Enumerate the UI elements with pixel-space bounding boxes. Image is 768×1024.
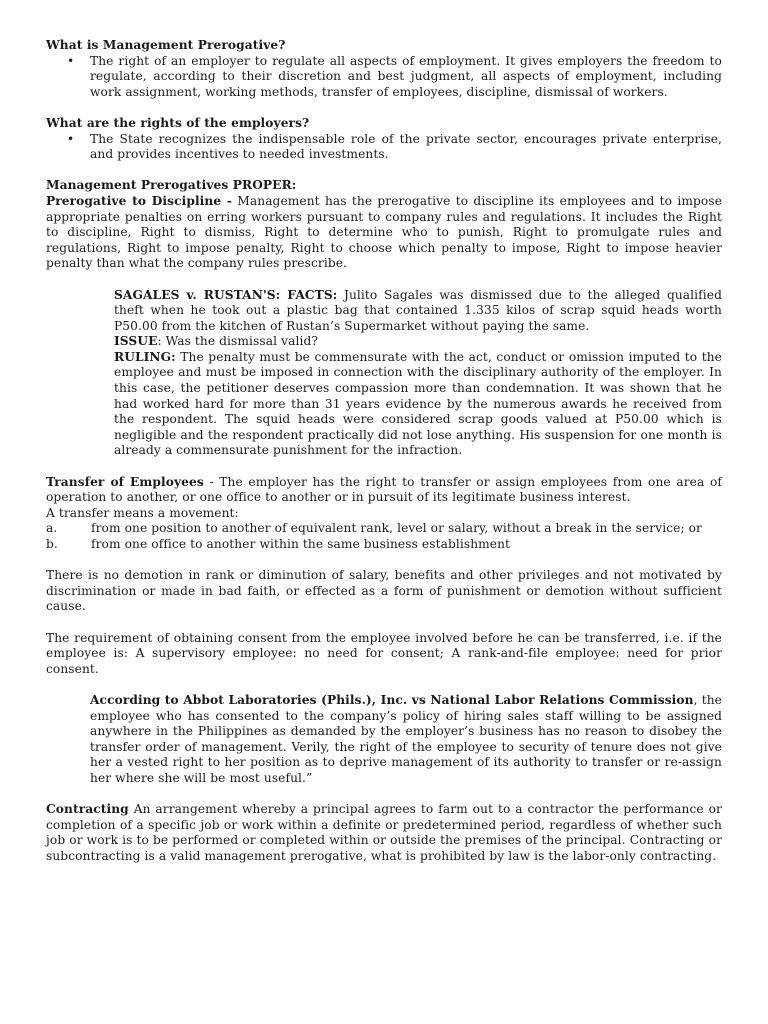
- bullet-glyph: •: [67, 131, 75, 146]
- case-issue: [114, 334, 722, 350]
- list-item-a: [46, 521, 722, 537]
- facts-text: Julito Sagales was dismissed due to the alleged qualified theft when he took out a plastic bag that contained 1.335 kilos of scrap squid heads worth P50.00 from the kitchen of Rustan’s Supermarket without paying the same.: [114, 287, 722, 333]
- paragraph-no-demotion: There is no demotion in rank or diminution of salary, benefits and other privileges and not motivated by discrimination or made in bad faith, or effected as a form of punishment or demotion without sufficient cause.: [46, 568, 722, 614]
- movement-intro: A transfer means a movement:: [46, 505, 239, 520]
- abbot-text: , the employee who has consented to the company’s policy of hiring sales staff willing to be assigned anywhere in the Philippines as demanded by the employer’s business has no reason to disobey the transfer order of management. Verily, the right of the employee to security of tenure does not give her a vested right to her position as to deprive management of its authority to transfer or re-assign her where she will be most useful.”: [90, 692, 722, 785]
- discipline-label: Prerogative to Discipline -: [46, 193, 233, 208]
- bullet-glyph: •: [67, 53, 75, 68]
- bullet-text: The State recognizes the indispensable role of the private sector, encourages private enterprise, and provides incentives to needed investments.: [90, 131, 722, 162]
- heading-management-prerogative: What is Management Prerogative?: [46, 38, 286, 52]
- ruling-text: The penalty must be commensurate with the act, conduct or omission imputed to the employee and must be imposed in connection with the disciplinary authority of the employer. In this case, the petitioner deserves compassion more than condemnation. It was shown that he had worked hard for more than 31 years evidence by the numerous awards he received from the respondent. The squid heads were considered scrap goods valued at P50.00 which is negligible and the respondent practically did not lose anything. His suspension for one month is already a commensurate punishment for the infraction.: [114, 349, 722, 458]
- case-ruling: [114, 350, 722, 459]
- paragraph-contracting: [46, 802, 722, 864]
- heading-prerogatives-proper: Management Prerogatives PROPER:: [46, 178, 297, 193]
- heading-rights-of-employers: What are the rights of the employers?: [46, 115, 310, 130]
- item-a-text: from one position to another of equivalent rank, level or salary, without a break in the service; or: [91, 521, 702, 536]
- contracting-label: Contracting: [46, 802, 129, 817]
- item-a-marker: a.: [46, 521, 58, 536]
- facts-label: SAGALES v. RUSTAN'S: FACTS:: [114, 287, 338, 302]
- issue-label: ISSUE: [114, 334, 158, 349]
- case-sagales: [114, 288, 722, 460]
- paragraph-consent: The requirement of obtaining consent from the employee involved before he can be transferred, i.e. if the employee is: A supervisory employee: no need for consent; A rank-and-file employee: need for prior consent.: [46, 630, 722, 676]
- paragraph-discipline: [46, 194, 722, 272]
- ruling-label: RULING:: [114, 349, 176, 364]
- paragraph-transfer: [46, 475, 722, 506]
- transfer-label: Transfer of Employees: [46, 474, 204, 489]
- bullet-text: The right of an employer to regulate all aspects of employment. It gives employers the freedom to regulate, according to their discretion and best judgment, all aspects of employment, including work assignment, working methods, transfer of employees, discipline, dismissal of workers.: [90, 53, 722, 99]
- bullet-list-2: [46, 132, 722, 163]
- list-item-b: [46, 537, 722, 553]
- case-facts: [114, 288, 722, 335]
- abbot-label: According to Abbot Laboratories (Phils.), Inc. vs National Labor Relations Commission: [90, 692, 694, 707]
- discipline-text: Management has the prerogative to discipline its employees and to impose appropriate penalties on erring workers pursuant to company rules and regulations. It includes the Right to discipline, Right to dismiss, Right to determine who to punish, Right to promulgate rules and regulations, Right to impose penalty, Right to choose which penalty to impose, Right to impose heavier penalty than what the company rules prescribe.: [46, 193, 723, 271]
- contracting-text: An arrangement whereby a principal agrees to farm out to a contractor the performance or completion of a specific job or work within a definite or predetermined period, regardless of whether such job or work is to be performed or completed within or outside the premises of the principal. Contracting or subcontracting is a valid management prerogative, what is prohibited by law is the labor-only contracting.: [46, 802, 722, 863]
- item-b-marker: b.: [46, 537, 58, 551]
- bullet-item: [46, 132, 722, 163]
- issue-text: : Was the dismissal valid?: [157, 334, 318, 349]
- transfer-text: - The employer has the right to transfer or assign employees from one area of operation to another, or one office to another or in pursuit of its legitimate business interest.: [46, 474, 722, 505]
- case-abbot: [90, 693, 722, 787]
- bullet-list-1: [46, 54, 722, 101]
- item-b-text: from one office to another within the same business establishment: [91, 537, 511, 551]
- case-abbot-text: [90, 693, 722, 787]
- bullet-item: [46, 54, 722, 101]
